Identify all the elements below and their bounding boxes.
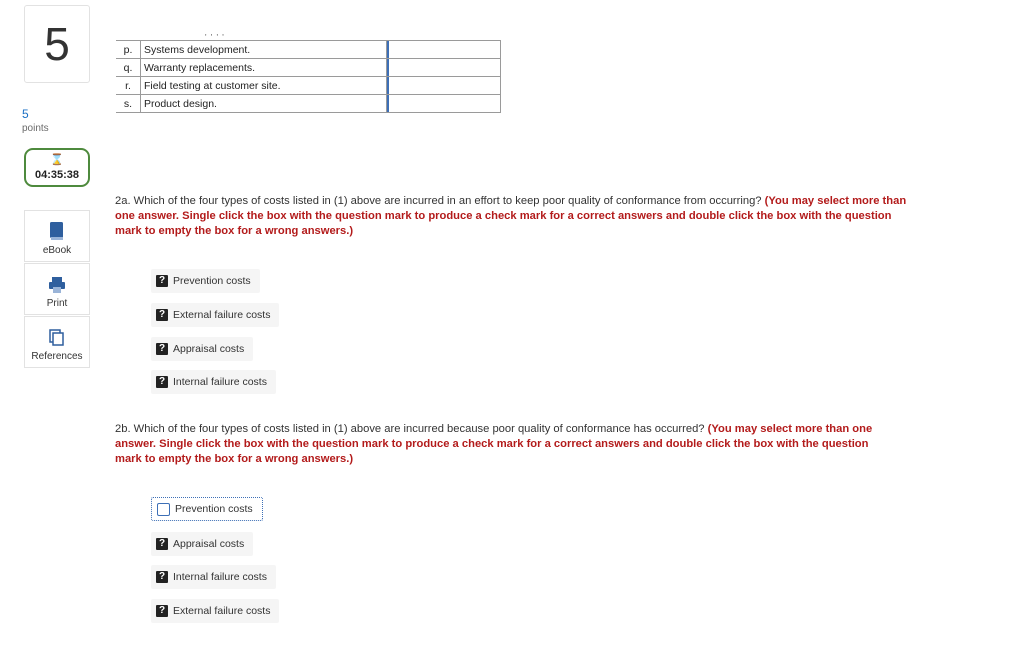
cost-items-table <box>116 40 501 113</box>
option-label: Prevention costs <box>175 503 253 515</box>
table-row <box>116 77 501 95</box>
points-label: points <box>22 123 49 134</box>
q2b-option-external-failure[interactable] <box>151 599 279 623</box>
table-row <box>116 41 501 59</box>
print-icon <box>48 272 66 294</box>
ebook-icon <box>49 219 65 241</box>
question-2a-instructions: (You may select more than one answer. Single click the box with the question mark to produce a check mark for a correct answers and double click the box with the question mark to empty the box for a wrong answers.) <box>115 195 907 237</box>
option-label: External failure costs <box>173 309 271 321</box>
hourglass-icon: ⌛ <box>50 153 64 166</box>
option-label: Internal failure costs <box>173 571 267 583</box>
option-label: Prevention costs <box>173 275 251 287</box>
row-letter: p. <box>116 41 141 59</box>
row-letter: q. <box>116 59 141 77</box>
option-label: Appraisal costs <box>173 343 245 355</box>
row-letter: r. <box>116 77 141 95</box>
option-label: External failure costs <box>173 605 271 617</box>
timer[interactable] <box>24 148 90 187</box>
row-description: Product design. <box>141 95 387 113</box>
question-number: 5 <box>24 5 90 83</box>
question-mark-checkbox[interactable]: ? <box>156 571 168 583</box>
q2a-option-internal-failure[interactable] <box>151 370 276 394</box>
ebook-button[interactable] <box>24 210 90 262</box>
question-2a-prompt: 2a. Which of the four types of costs listed in (1) above are incurred in an effort to keep poor quality of conformance from occurring? <box>115 195 765 207</box>
references-icon <box>49 325 65 347</box>
row-description: Warranty replacements. <box>141 59 387 77</box>
header-marks: ' ' ' ' <box>205 33 225 42</box>
question-2b-instructions: (You may select more than one answer. Single click the box with the question mark to produce a check mark for a correct answers and double click the box with the question mark to empty the box for a wrong answers.) <box>115 423 873 465</box>
answer-dropdown[interactable] <box>387 41 501 59</box>
question-2b-text <box>115 422 895 467</box>
ebook-label: eBook <box>42 245 72 256</box>
q2a-option-external-failure[interactable] <box>151 303 279 327</box>
answer-dropdown[interactable] <box>387 95 501 113</box>
question-mark-checkbox[interactable]: ? <box>156 376 168 388</box>
answer-dropdown[interactable] <box>387 77 501 95</box>
question-mark-checkbox[interactable]: ? <box>156 605 168 617</box>
q2b-option-internal-failure[interactable] <box>151 565 276 589</box>
row-letter: s. <box>116 95 141 113</box>
table-row <box>116 59 501 77</box>
timer-value: 04:35:38 <box>34 168 80 181</box>
question-mark-checkbox[interactable]: ? <box>156 538 168 550</box>
row-description: Field testing at customer site. <box>141 77 387 95</box>
q2b-option-appraisal[interactable] <box>151 532 253 556</box>
option-label: Internal failure costs <box>173 376 267 388</box>
row-description: Systems development. <box>141 41 387 59</box>
empty-checkbox[interactable] <box>157 503 170 516</box>
question-mark-checkbox[interactable]: ? <box>156 309 168 321</box>
question-2b-prompt: 2b. Which of the four types of costs listed in (1) above are incurred because poor quality of conformance has occurred? <box>115 423 708 435</box>
print-label: Print <box>46 298 68 309</box>
table-row <box>116 95 501 113</box>
points-value: 5 <box>22 107 29 121</box>
print-button[interactable] <box>24 263 90 315</box>
question-2a-text <box>115 194 915 239</box>
option-label: Appraisal costs <box>173 538 245 550</box>
references-label: References <box>31 351 83 362</box>
q2a-option-appraisal[interactable] <box>151 337 253 361</box>
q2a-option-prevention[interactable] <box>151 269 260 293</box>
answer-dropdown[interactable] <box>387 59 501 77</box>
q2b-option-prevention[interactable] <box>151 497 263 521</box>
references-button[interactable] <box>24 316 90 368</box>
question-mark-checkbox[interactable]: ? <box>156 343 168 355</box>
question-mark-checkbox[interactable]: ? <box>156 275 168 287</box>
